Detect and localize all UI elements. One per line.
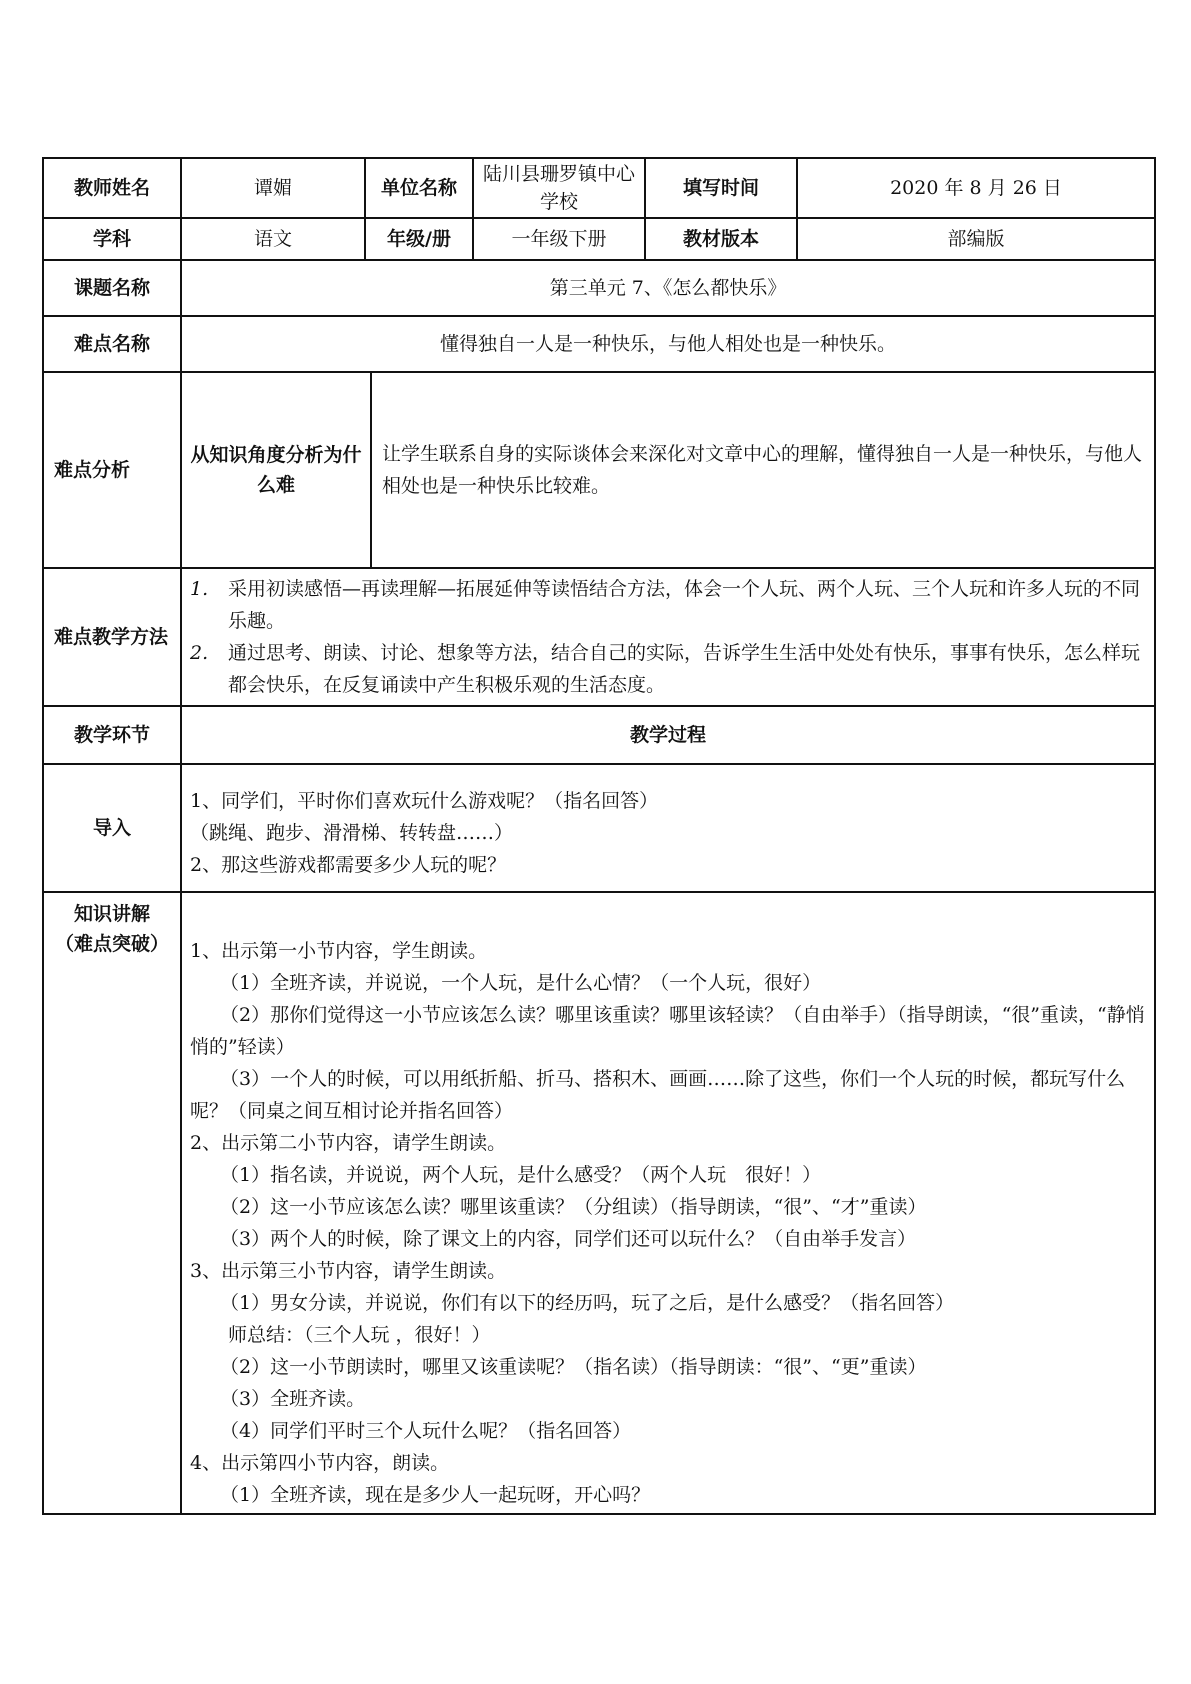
- process-summary: 师总结：（三个人玩 ，很好！）: [228, 1324, 491, 1346]
- grade-value: 一年级下册: [473, 218, 645, 260]
- analysis-sub-label: 从知识角度分析为什么难: [181, 372, 371, 568]
- fill-date-value: 2020 年 8 月 26 日: [797, 158, 1155, 218]
- difficulty-value: 懂得独自一人是一种快乐，与他人相处也是一种快乐。: [181, 316, 1155, 372]
- topic-row: [43, 260, 1155, 316]
- process-substep: （2）这一小节朗读时，哪里又该重读呢？（指名读）（指导朗读：“很”、“更”重读）: [220, 1356, 927, 1378]
- edition-label: 教材版本: [645, 218, 797, 260]
- difficulty-row: [43, 316, 1155, 372]
- process-step: 2、出示第二小节内容，请学生朗读。: [190, 1132, 507, 1154]
- method-item: [186, 637, 1146, 701]
- intro-label: 导入: [43, 764, 181, 892]
- unit-name-label: 单位名称: [365, 158, 473, 218]
- knowledge-row: [43, 892, 1155, 1514]
- process-substep: （1）男女分读，并说说，你们有以下的经历吗，玩了之后，是什么感受？（指名回答）: [220, 1292, 955, 1314]
- method-number: 2.: [190, 642, 209, 664]
- fill-date-label: 填写时间: [645, 158, 797, 218]
- header-row-1: [43, 158, 1155, 218]
- process-step: 4、出示第四小节内容，朗读。: [190, 1452, 450, 1474]
- intro-line: 1、同学们，平时你们喜欢玩什么游戏呢？（指名回答）: [190, 790, 659, 812]
- process-substep: （2）那你们觉得这一小节应该怎么读？哪里该重读？哪里该轻读？（自由举手）（指导朗读，“很”重读，“静悄悄的”轻读）: [190, 1004, 1145, 1058]
- method-text: 采用初读感悟—再读理解—拓展延伸等读悟结合方法，体会一个人玩、两个人玩、三个人玩和许多人玩的不同乐趣。: [228, 578, 1141, 632]
- knowledge-label-line2: （难点突破）: [54, 933, 169, 955]
- intro-row: [43, 764, 1155, 892]
- difficulty-label: 难点名称: [43, 316, 181, 372]
- process-substep: （4）同学们平时三个人玩什么呢？（指名回答）: [220, 1420, 632, 1442]
- header-row-2: [43, 218, 1155, 260]
- process-substep: （2）这一小节应该怎么读？哪里该重读？（分组读）（指导朗读，“很”、“才”重读）: [220, 1196, 927, 1218]
- intro-line: 2、那这些游戏都需要多少人玩的呢？: [190, 854, 507, 876]
- methods-row: [43, 568, 1155, 706]
- lesson-plan-table: [42, 157, 1156, 1515]
- method-item: [186, 573, 1146, 637]
- process-step: 3、出示第三小节内容，请学生朗读。: [190, 1260, 507, 1282]
- knowledge-label: [43, 892, 181, 1514]
- analysis-label: 难点分析: [43, 372, 181, 568]
- methods-label: 难点教学方法: [43, 568, 181, 706]
- methods-cell: [181, 568, 1155, 706]
- analysis-row: [43, 372, 1155, 568]
- teacher-name-value: 谭媚: [181, 158, 365, 218]
- intro-content: [181, 764, 1155, 892]
- method-text: 通过思考、朗读、讨论、想象等方法，结合自己的实际，告诉学生生活中处处有快乐，事事有快乐，怎么样玩都会快乐，在反复诵读中产生积极乐观的生活态度。: [228, 642, 1141, 696]
- knowledge-label-line1: 知识讲解: [73, 903, 150, 925]
- knowledge-content: [181, 892, 1155, 1514]
- analysis-text: 让学生联系自身的实际谈体会来深化对文章中心的理解，懂得独自一人是一种快乐，与他人相处也是一种快乐比较难。: [371, 372, 1155, 568]
- teacher-name-label: 教师姓名: [43, 158, 181, 218]
- process-substep: （3）两个人的时候，除了课文上的内容，同学们还可以玩什么？（自由举手发言）: [220, 1228, 917, 1250]
- grade-label: 年级/册: [365, 218, 473, 260]
- method-number: 1.: [190, 578, 209, 600]
- process-step: 1、出示第一小节内容，学生朗读。: [190, 940, 488, 962]
- topic-value: 第三单元 7、《怎么都快乐》: [181, 260, 1155, 316]
- unit-name-value: 陆川县珊罗镇中心学校: [473, 158, 645, 218]
- subject-value: 语文: [181, 218, 365, 260]
- process-substep: （1）全班齐读，现在是多少人一起玩呀，开心吗？: [220, 1484, 651, 1506]
- process-header-row: [43, 706, 1155, 764]
- process-substep: （1）指名读，并说说，两个人玩，是什么感受？（两个人玩 很好！）: [220, 1164, 822, 1186]
- subject-label: 学科: [43, 218, 181, 260]
- teaching-step-label: 教学环节: [43, 706, 181, 764]
- teaching-process-label: 教学过程: [181, 706, 1155, 764]
- process-substep: （3）一个人的时候，可以用纸折船、折马、搭积木、画画……除了这些，你们一个人玩的时候，都玩写什么呢？（同桌之间互相讨论并指名回答）: [190, 1068, 1126, 1122]
- topic-label: 课题名称: [43, 260, 181, 316]
- intro-line: （跳绳、跑步、滑滑梯、转转盘……）: [190, 822, 514, 844]
- process-substep: （3）全班齐读。: [220, 1388, 366, 1410]
- edition-value: 部编版: [797, 218, 1155, 260]
- process-substep: （1）全班齐读，并说说，一个人玩，是什么心情？（一个人玩，很好）: [220, 972, 822, 994]
- methods-list: [186, 569, 1146, 705]
